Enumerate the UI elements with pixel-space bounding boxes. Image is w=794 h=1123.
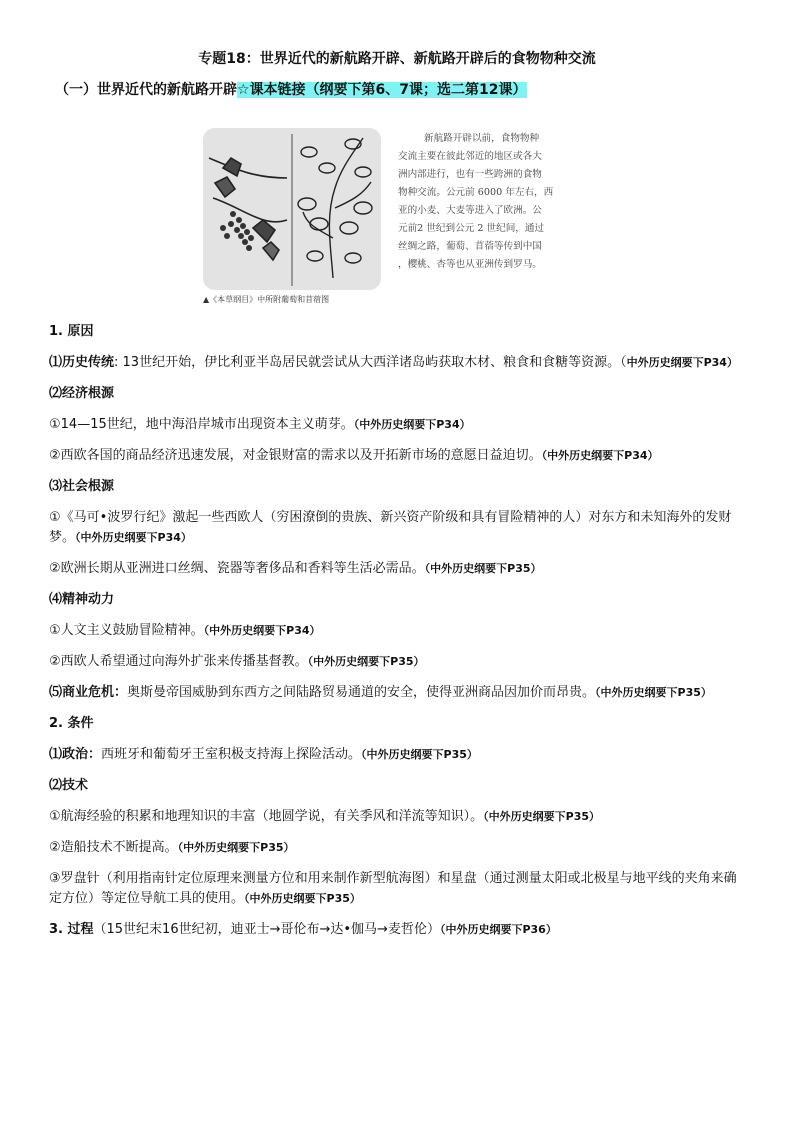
textbook-link-highlight — [237, 82, 527, 98]
ref: （中外历史纲要下P36） — [439, 923, 557, 936]
text: 西班牙和葡萄牙王室积极支持海上探险活动。 — [101, 747, 362, 762]
ref: 中外历史纲要下P34） — [626, 356, 738, 369]
herb-illustration — [203, 128, 381, 290]
para-tech-3 — [49, 869, 749, 909]
textbook-link-text: 课本链接（纲要下第6、7课；选二第12课） — [249, 82, 527, 98]
text: ③罗盘针（利用指南针定位原理来测量方位和用来制作新型航海图）和星盘（通过测量太阳或北极星与地平线的夹角来确定方位）等定位导航工具的使用。 — [49, 871, 737, 906]
para-tech-1 — [49, 807, 749, 827]
heading-economic: ⑵经济根源 — [49, 386, 115, 401]
text: ①14—15世纪，地中海沿岸城市出现资本主义萌芽。 — [49, 417, 354, 432]
ref: （中外历史纲要下P34） — [541, 449, 659, 462]
para-social-1 — [49, 508, 749, 548]
figure-caption: ▲《本草纲目》中所附葡萄和苜蓿图 — [203, 295, 330, 304]
ref: （中外历史纲要下P34） — [353, 418, 471, 431]
page-title: 专题18：世界近代的新航路开辟、新航路开辟后的食物物种交流 — [198, 51, 596, 67]
para-spirit-2 — [49, 652, 749, 672]
side-text-line: 亚的小麦、大麦等进入了欧洲。公 — [398, 205, 542, 216]
para-spirit-1 — [49, 621, 749, 641]
para-process — [49, 920, 749, 940]
heading-technology: ⑵技术 — [49, 778, 89, 793]
text: : 13世纪开始，伊比利亚半岛居民就尝试从大西洋诸岛屿获取木材、粮食和食糖等资源。（ — [114, 355, 627, 370]
text: ②西欧各国的商品经济迅速发展，对金银财富的需求以及开拓新市场的意愿日益迫切。 — [49, 448, 542, 463]
heading-spirit: ⑷精神动力 — [49, 592, 115, 607]
side-text-line: 新航路开辟以前，食物物种 — [424, 133, 540, 144]
para-politics — [49, 745, 749, 765]
section-heading-text: （一）世界近代的新航路开辟 — [55, 82, 237, 98]
document-body — [49, 322, 749, 951]
para-social-2 — [49, 559, 749, 579]
label: 3. 过程 — [49, 922, 94, 937]
text: ②欧洲长期从亚洲进口丝绸、瓷器等奢侈品和香料等生活必需品。 — [49, 561, 425, 576]
text: ②西欧人希望通过向海外扩张来传播基督教。 — [49, 654, 308, 669]
side-text-line: 交流主要在彼此邻近的地区或各大 — [398, 151, 542, 162]
ref: （中外历史纲要下P34） — [75, 531, 192, 544]
ref: （中外历史纲要下P35） — [361, 748, 478, 761]
side-text-line: 元前2 世纪到公元 2 世纪间，通过 — [398, 223, 545, 234]
text: （15世纪末16世纪初，迪亚士→哥伦布→达•伽马→麦哲伦） — [93, 922, 440, 937]
para-econ-1 — [49, 415, 749, 435]
side-text-line: 丝绸之路，葡萄、苜蓿等传到中国 — [398, 241, 542, 252]
side-text-line: ，樱桃、杏等也从亚洲传到罗马。 — [398, 259, 542, 270]
label: ⑸商业危机： — [49, 685, 128, 700]
label: ⑴历史传统 — [49, 355, 115, 370]
side-text-line: 洲内部进行，也有一些跨洲的食物 — [398, 169, 542, 180]
text: ②造船技术不断提高。 — [49, 840, 178, 855]
ref: （中外历史纲要下P35） — [177, 841, 295, 854]
ref: （中外历史纲要下P35） — [595, 686, 712, 699]
ref: （中外历史纲要下P35） — [424, 562, 542, 575]
para-commercial-crisis — [49, 683, 749, 703]
text: ①航海经验的积累和地理知识的丰富（地圆学说，有关季风和洋流等知识）。 — [49, 809, 484, 824]
star-icon: ☆ — [237, 82, 250, 98]
para-tech-2 — [49, 838, 749, 858]
ref: （中外历史纲要下P35） — [307, 655, 425, 668]
heading-causes: 1. 原因 — [49, 324, 94, 339]
heading-social: ⑶社会根源 — [49, 479, 115, 494]
para-econ-2 — [49, 446, 749, 466]
figure-side-text — [398, 130, 580, 274]
para-historical-tradition — [49, 353, 749, 373]
side-text-line: 物种交流。公元前 6000 年左右，西 — [398, 187, 554, 198]
ref: （中外历史纲要下P35） — [483, 810, 601, 823]
text: ①《马可•波罗行纪》激起一些西欧人（穷困潦倒的贵族、新兴资产阶级和具有冒险精神的人）对东方和未知海外的发财梦。 — [49, 510, 732, 545]
ref: （中外历史纲要下P34） — [203, 624, 321, 637]
ref: （中外历史纲要下P35） — [244, 892, 361, 905]
text: 奥斯曼帝国威胁到东西方之间陆路贸易通道的安全，使得亚洲商品因加价而昂贵。 — [127, 685, 596, 700]
section-heading — [55, 79, 527, 99]
label: ⑴政治： — [49, 747, 102, 762]
heading-conditions: 2. 条件 — [49, 716, 94, 731]
text: ①人文主义鼓励冒险精神。 — [49, 623, 204, 638]
